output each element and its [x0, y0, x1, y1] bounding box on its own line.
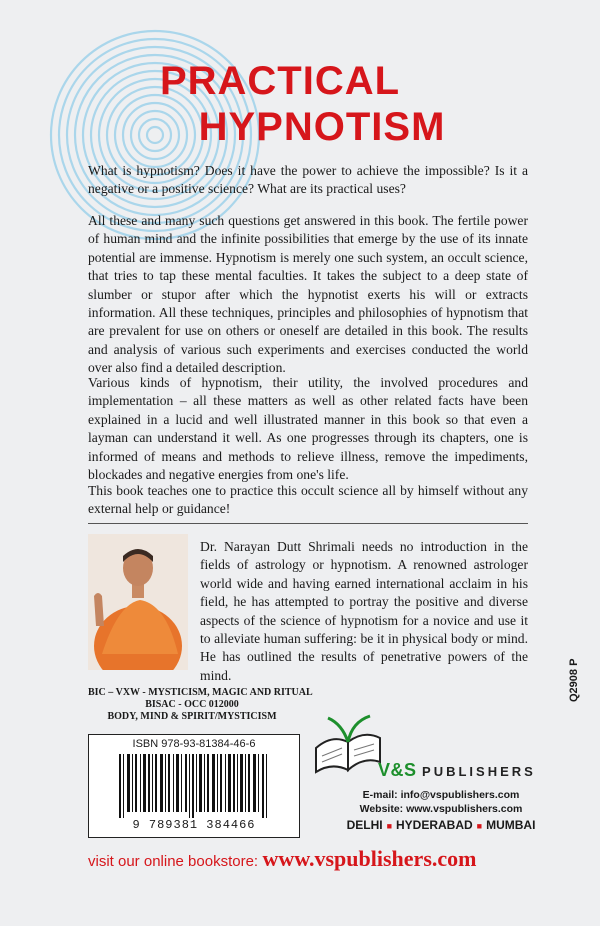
city-mumbai: MUMBAI — [486, 818, 536, 832]
publisher-website[interactable]: Website: www.vspublishers.com — [359, 803, 523, 815]
publisher-cities — [336, 818, 546, 832]
isbn-label: ISBN 978-93-81384-46-6 — [132, 738, 256, 750]
publisher-name — [378, 760, 536, 781]
section-divider — [88, 523, 528, 524]
publisher-name-prefix: V&S — [378, 760, 417, 780]
author-photo — [88, 534, 188, 670]
author-bio: Dr. Narayan Dutt Shrimali needs no introduction in the fields of astrology or hypnotism. A renowned astrologer world wide and having earned international acclaim in his field, he has attempted to portray the positive and diverse aspects of the science of hypnotism for a novice and use it to alleviate human suffering: be it in physical body or mind. He has outlined the results of penetrative powers of the mind. — [200, 539, 528, 683]
barcode-bars-graphic — [119, 754, 269, 818]
publisher-code: Q2908 P — [568, 658, 580, 702]
title-line-1: PRACTICAL — [159, 59, 401, 103]
barcode — [88, 734, 300, 838]
description-paragraph: All these and many such questions get answered in this book. The fertile power of human mind and the infinite possibilities that emerge by the use of its innate potential are immense. Hypnotism is merely one such system, an occult science, that tries to tap these mental faculties. It takes the subject to a deep state of slumber or stupor after which the hypnotist exerts his will or extracts information. All these techniques, principles and philosophies of hypnotism that are prevalent for use on others or oneself are detailed in this book. The results and analysis of various such experiments and exercises conducted the world over also find a detailed description. — [88, 213, 528, 376]
intro-paragraph: What is hypnotism? Does it have the power to achieve the impossible? Is it a negative or a positive science? What are its practical uses? — [88, 163, 528, 197]
bookstore-link[interactable]: www.vspublishers.com — [262, 846, 477, 871]
classification-subject: BODY, MIND & SPIRIT/MYSTICISM — [107, 711, 277, 722]
barcode-digits: 9 789381 384466 — [132, 818, 256, 832]
classification-bic: BIC – VXW - MYSTICISM, MAGIC AND RITUAL — [88, 687, 313, 698]
bullet-icon: ■ — [386, 821, 392, 831]
classification-codes — [88, 687, 313, 723]
online-bookstore — [88, 846, 476, 872]
city-delhi: DELHI — [346, 818, 383, 832]
closing-paragraph: This book teaches one to practice this occult science all by himself without any external help or guidance! — [88, 483, 528, 517]
publisher-name-rest: PUBLISHERS — [422, 764, 536, 779]
publisher-email[interactable]: E-mail: info@vspublishers.com — [362, 789, 520, 801]
title-line-2: HYPNOTISM — [198, 105, 446, 149]
classification-bisac: BISAC - OCC 012000 — [145, 699, 239, 710]
open-book-logo — [312, 712, 384, 774]
details-paragraph: Various kinds of hypnotism, their utility, the involved procedures and implementation – all these matters as well as other related facts have been explained in a lucid and well illustrated manner in this book so that even a layman can understand it well. As one progresses through its chapters, one is informed of means and methods to relieve illness, remove the impediments, blockades and negative energies from one's life. — [88, 375, 528, 483]
bookstore-lead-text: visit our online bookstore: — [88, 853, 259, 870]
bullet-icon: ■ — [476, 821, 483, 831]
city-hyderabad: HYDERABAD — [396, 818, 473, 832]
